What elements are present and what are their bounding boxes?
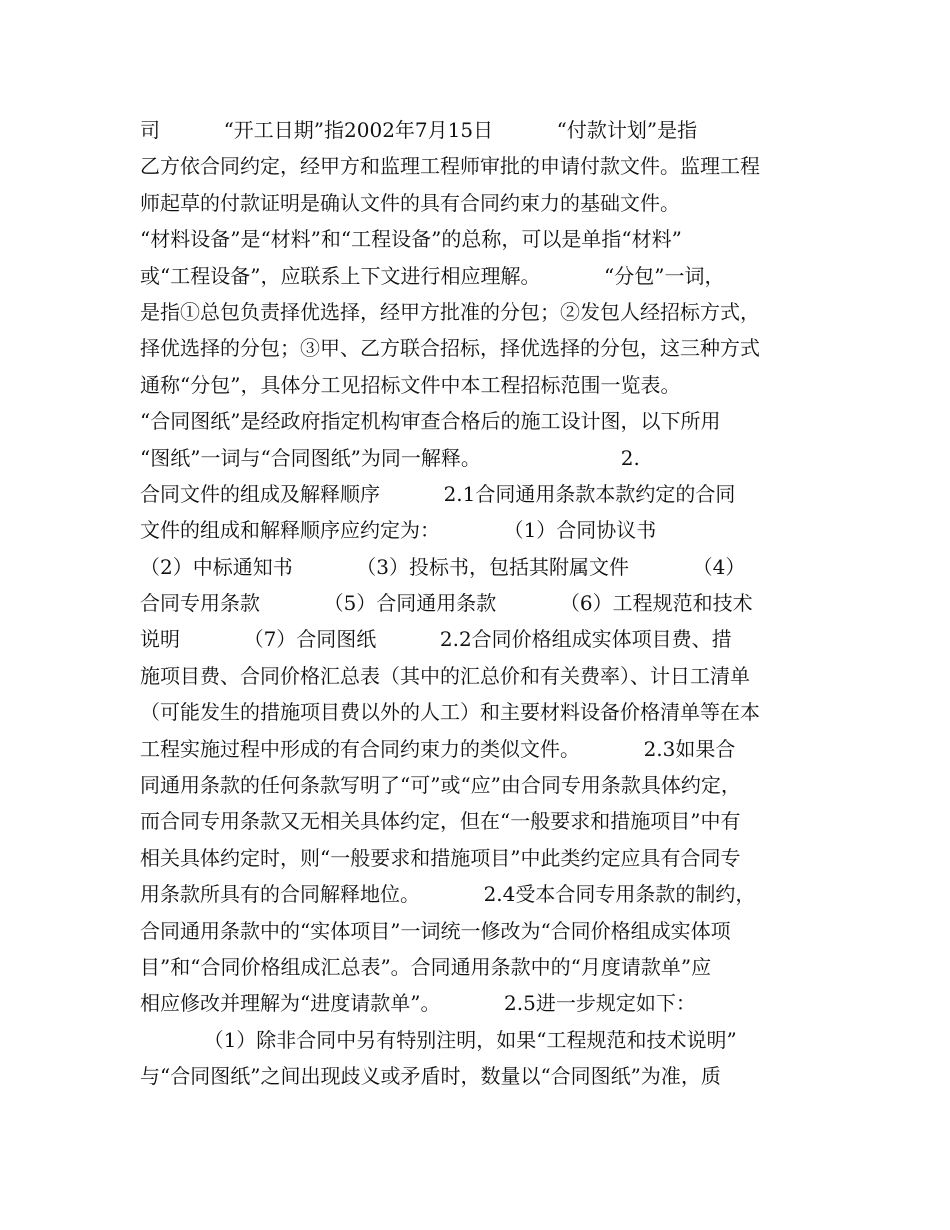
text-line: “合同图纸”是经政府指定机构审查合格后的施工设计图，以下所用 [140,409,721,434]
text-line: “材料设备”是“材料”和“工程设备”的总称，可以是单指“材料” [140,227,682,252]
text-line: （2）中标通知书 （3）投标书，包括其附属文件 （4） [140,554,746,579]
text-line: 相应修改并理解为“进度请款单”。 2.5进一步规定如下： [140,991,696,1016]
text-line: “图纸”一词与“合同图纸”为同一解释。 2. [140,445,640,470]
text-line: 用条款所具有的合同解释地位。 2.4受本合同专用条款的制约， [140,882,756,907]
text-line: 施项目费、合同价格汇总表（其中的汇总价和有关费率）、计日工清单 [140,663,750,688]
text-line: （1）除非合同中另有特别注明，如果“工程规范和技术说明” [140,1027,737,1052]
text-line: 与“合同图纸”之间出现歧义或矛盾时，数量以“合同图纸”为准，质 [140,1064,721,1089]
text-line: 合同专用条款 （5）合同通用条款 （6）工程规范和技术 [140,591,753,616]
text-line: 目”和“合同价格组成汇总表”。合同通用条款中的“月度请款单”应 [140,954,712,979]
text-line: 相关具体约定时，则“一般要求和措施项目”中此类约定应具有合同专 [140,845,741,870]
text-line: 通称“分包”，具体分工见招标文件中本工程招标范围一览表。 [140,372,681,397]
text-line: 是指①总包负责择优选择，经甲方批准的分包；②发包人经招标方式， [140,299,760,324]
text-line: 同通用条款的任何条款写明了“可”或“应”由合同专用条款具体约定， [140,773,741,798]
text-line: 合同通用条款中的“实体项目”一词统一修改为“合同价格组成实体项 [140,918,731,943]
text-line: 而合同专用条款又无相关具体约定，但在“一般要求和措施项目”中有 [140,809,741,834]
text-line: 或“工程设备”，应联系上下文进行相应理解。 “分包”一词， [140,263,725,288]
text-line: 工程实施过程中形成的有合同约束力的类似文件。 2.3如果合 [140,736,736,761]
text-line: （可能发生的措施项目费以外的人工）和主要材料设备价格清单等在本 [140,700,760,725]
text-line: 司 “开工日期”指2002年7月15日 “付款计划”是指 [140,118,698,142]
contract-text-body [140,112,830,1095]
text-line: 说明 （7）合同图纸 2.2合同价格组成实体项目费、措 [140,627,732,652]
text-line: 合同文件的组成及解释顺序 2.1合同通用条款本款约定的合同 [140,481,736,506]
text-line: 文件的组成和解释顺序应约定为： （1）合同协议书 [140,518,657,543]
text-line: 择优选择的分包；③甲、乙方联合招标，择优选择的分包，这三种方式 [140,336,760,361]
text-line: 师起草的付款证明是确认文件的具有合同约束力的基础文件。 [140,190,680,215]
text-line: 乙方依合同约定，经甲方和监理工程师审批的申请付款文件。监理工程 [140,154,760,179]
